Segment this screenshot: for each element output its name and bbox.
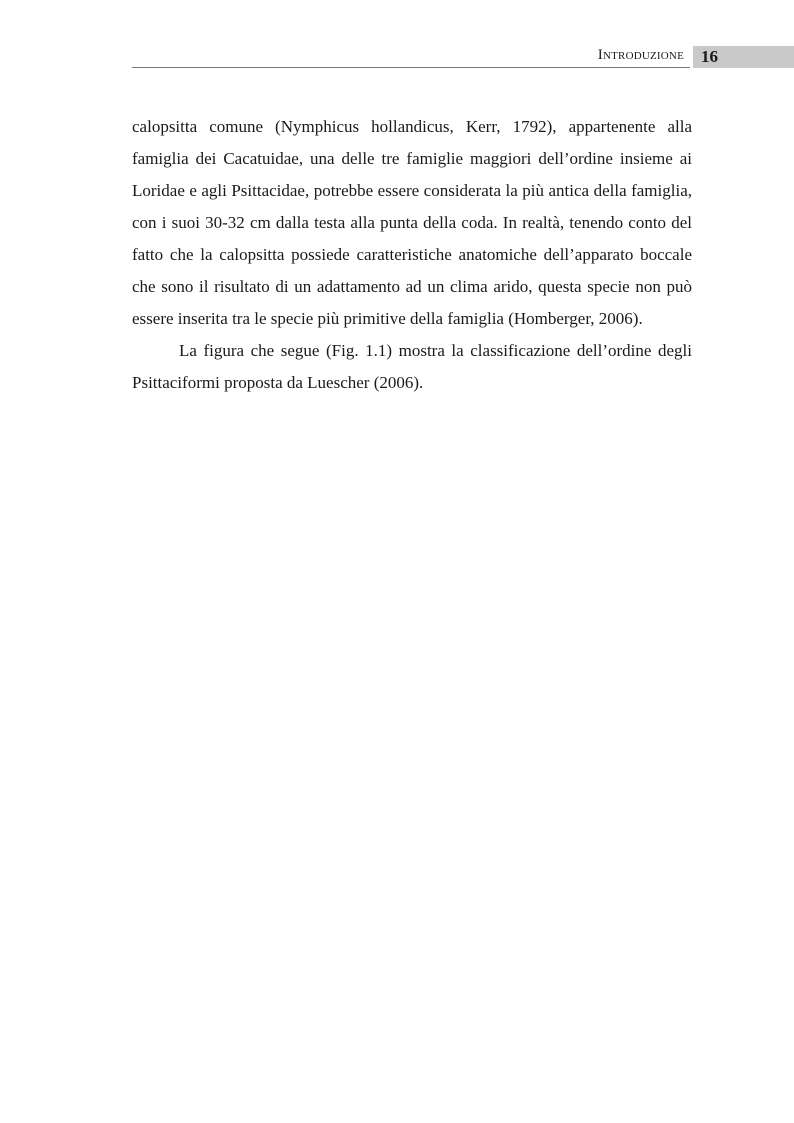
paragraph-1: calopsitta comune (Nymphicus hollandicus, Kerr, 1792), appartenente alla famiglia dei Cacatuidae, una delle tre famiglie maggiori dell’ordine insieme ai Loridae e agli Psittacidae, potrebbe essere considerata la più antica della famiglia, con i suoi 30-32 cm dalla testa alla punta della coda. In realtà, tenendo conto del fatto che la calopsitta possiede caratteristiche anatomiche dell’apparato boccale che sono il risultato di un adattamento ad un clima arido, questa specie non può essere inserita tra le specie più primitive della famiglia (Homberger, 2006). <box>132 117 692 328</box>
running-header <box>0 0 794 70</box>
body-text <box>132 111 692 399</box>
header-divider <box>132 67 690 68</box>
paragraph-2: La figura che segue (Fig. 1.1) mostra la classificazione dell’ordine degli Psittaciformi proposta da Luescher (2006). <box>132 341 692 392</box>
page-number: 16 <box>701 47 718 66</box>
page-number-box <box>693 46 794 68</box>
section-title: Introduzione <box>597 47 684 63</box>
